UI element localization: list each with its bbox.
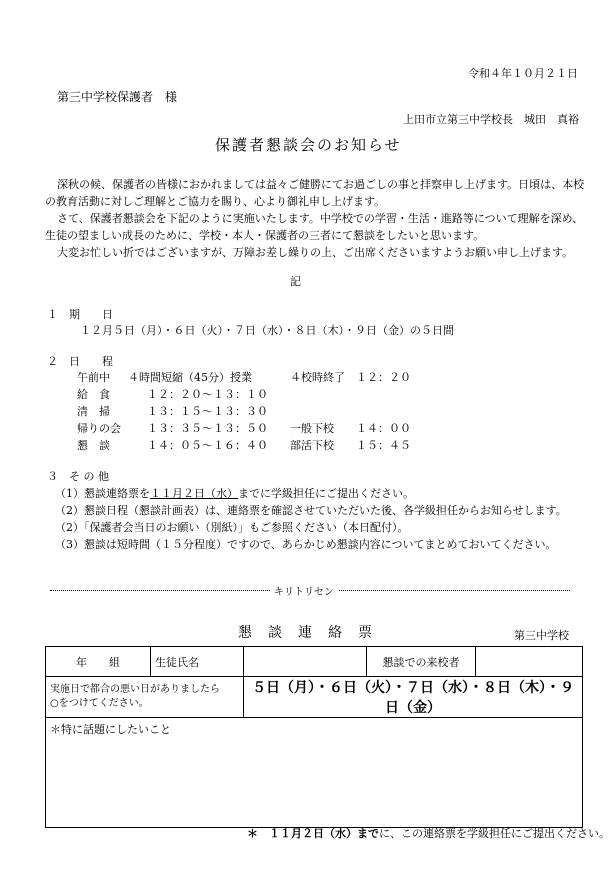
schedule-label: 給 食 xyxy=(77,388,110,401)
footer-deadline: ＊ １１月２日（水）まで xyxy=(247,827,379,840)
date-options[interactable]: ５日（月）・６日（火）・７日（水）・８日（木）・９日（金） xyxy=(244,677,583,718)
schedule-time: １２：２０～１３：１０ xyxy=(147,388,268,401)
body-line: 大変お忙しい折ではございますが、万障お差し繰りの上、ご出席くださいますようお願い申し上げます。 xyxy=(57,246,574,259)
slip-form xyxy=(45,646,583,828)
slip-title: 懇 談 連 絡 票 xyxy=(238,625,373,641)
body-line: さて、保護者懇談会を下記のように実施いたします。中学校での学習・生活・進路等について理解を深め、 xyxy=(57,212,584,225)
body-line: 生徒の望ましい成長のために、学校・本人・保護者の三者にて懇談をしたいと思います。 xyxy=(45,229,485,242)
schedule-time: １３：１５～１３：３０ xyxy=(147,405,268,418)
instruction-line: ○をつけてください。 xyxy=(50,698,149,709)
topics-label: ＊特に話題にしたいこと xyxy=(50,723,171,736)
year-class-label: 年 組 xyxy=(76,655,120,669)
note-item-post: までに学級担任にご提出ください。 xyxy=(238,487,414,500)
footer-rest: に、この連絡票を学級担任にご提出ください。 xyxy=(379,827,610,840)
section2-heading: ２ 日 程 xyxy=(47,355,113,368)
deadline-date: １１月２日（水） xyxy=(150,487,238,500)
schedule-label: 帰りの会 xyxy=(77,422,121,435)
schedule-time: １４：０５～１６：４０ xyxy=(147,439,268,452)
schedule-label: 清 掃 xyxy=(77,405,110,418)
note-item xyxy=(55,485,414,501)
section1-text: １２月５日（月）・６日（火）・７日（水）・８日（木）・９日（金）の５日間 xyxy=(80,324,454,337)
cut-line-label: キリトリセン xyxy=(270,583,338,598)
schedule-extra: ４校時終了 １２：２０ xyxy=(290,371,411,384)
body-line: 深秋の候、保護者の皆様におかれましては益々ご健勝にてお過ごしの事と拝察申し上げます。日頃は、本校 xyxy=(57,178,585,191)
year-class-cell[interactable] xyxy=(46,647,151,677)
sender: 上田市立第三中学校長 城田 真裕 xyxy=(403,113,579,126)
schedule-label: 懇 談 xyxy=(77,439,110,452)
note-item-pre: （1）懇談連絡票を xyxy=(55,487,150,500)
document-date: 令和４年１０月２１日 xyxy=(468,67,578,80)
inconvenient-dates-instruction xyxy=(46,677,244,718)
schedule-extra: 一般下校 １４：００ xyxy=(290,422,411,435)
recipient: 第三中学校保護者 様 xyxy=(57,90,178,104)
slip-school: 第三中学校 xyxy=(514,629,569,642)
section1-heading: １ 期 日 xyxy=(47,308,113,321)
instruction-line: 実施日で都合の悪い日がありましたら xyxy=(50,684,220,695)
body-line: の教育活動に対しご理解とご協力を賜り、心より御礼申し上げます。 xyxy=(45,195,386,208)
visitor-field[interactable] xyxy=(476,647,583,677)
slip-footer xyxy=(247,825,610,841)
schedule-label: 午前中 xyxy=(77,371,110,384)
note-item: （2）懇談日程（懇談計画表）は、連絡票を確認させていただいた後、各学級担任からお知らせします。 xyxy=(55,504,567,517)
note-item: （2）「保護者会当日のお願い（別紙）」もご参照ください（本日配付）。 xyxy=(55,521,409,534)
schedule-extra: 部活下校 １５：４５ xyxy=(290,439,411,452)
student-name-label: 生徒氏名 xyxy=(151,647,244,677)
student-name-field[interactable] xyxy=(244,647,367,677)
ki-marker: 記 xyxy=(290,275,301,288)
section3-heading: ３ そ の 他 xyxy=(47,470,109,483)
note-item: （3）懇談は短時間（１５分程度）ですので、あらかじめ懇談内容についてまとめておいてください。 xyxy=(55,538,557,551)
visitor-label: 懇談での来校者 xyxy=(367,647,476,677)
schedule-time: ４時間短縮（45分）授業 xyxy=(128,371,252,384)
topics-field[interactable] xyxy=(46,718,583,828)
page-title: 保護者懇談会のお知らせ xyxy=(215,136,402,154)
schedule-time: １３：３５～１３：５０ xyxy=(147,422,268,435)
